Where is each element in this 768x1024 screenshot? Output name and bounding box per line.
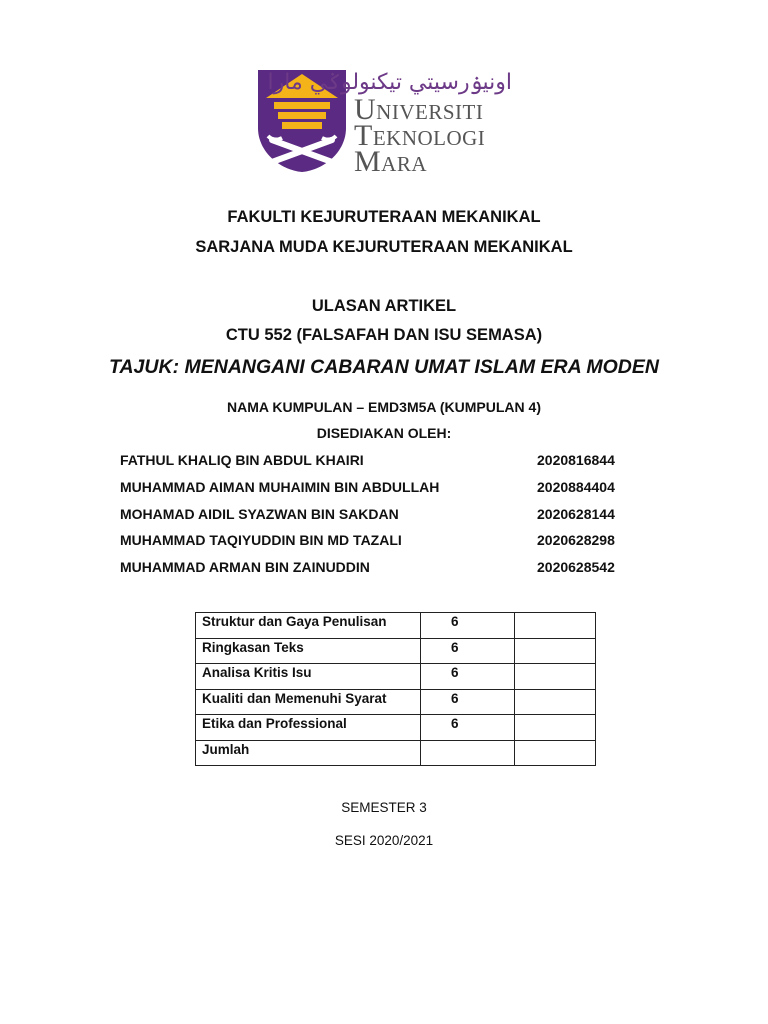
table-row bbox=[196, 689, 596, 715]
score-cell bbox=[515, 715, 596, 741]
member-name: MUHAMMAD AIMAN MUHAIMIN BIN ABDULLAH bbox=[120, 479, 440, 495]
max-mark-cell: 6 bbox=[421, 715, 515, 741]
member-name: MOHAMAD AIDIL SYAZWAN BIN SAKDAN bbox=[120, 506, 399, 522]
criterion-cell: Kualiti dan Memenuhi Syarat bbox=[196, 689, 421, 715]
member-name: FATHUL KHALIQ BIN ABDUL KHAIRI bbox=[120, 452, 364, 468]
program-heading: SARJANA MUDA KEJURUTERAAN MEKANIKAL bbox=[195, 238, 573, 256]
university-line-2: Teknologi bbox=[354, 119, 486, 152]
university-name bbox=[354, 93, 486, 178]
member-id: 2020628144 bbox=[537, 506, 615, 522]
max-mark-cell: 6 bbox=[421, 689, 515, 715]
criterion-cell: Ringkasan Teks bbox=[196, 638, 421, 664]
article-title: TAJUK: MENANGANI CABARAN UMAT ISLAM ERA MODEN bbox=[109, 356, 659, 378]
jawi-name: اونيۏرسيتي تيكنولوݢي مارا bbox=[267, 70, 512, 95]
total-label-cell: Jumlah bbox=[196, 740, 421, 766]
member-name: MUHAMMAD TAQIYUDDIN BIN MD TAZALI bbox=[120, 532, 402, 548]
table-row bbox=[196, 613, 596, 639]
score-cell bbox=[515, 740, 596, 766]
table-row bbox=[196, 664, 596, 690]
criterion-cell: Analisa Kritis Isu bbox=[196, 664, 421, 690]
member-id: 2020628298 bbox=[537, 532, 615, 548]
criterion-cell: Struktur dan Gaya Penulisan bbox=[196, 613, 421, 639]
max-mark-cell: 6 bbox=[421, 613, 515, 639]
max-mark-cell: 6 bbox=[421, 638, 515, 664]
member-id: 2020816844 bbox=[537, 452, 615, 468]
marks-table bbox=[195, 612, 596, 766]
course-heading: CTU 552 (FALSAFAH DAN ISU SEMASA) bbox=[225, 326, 543, 344]
table-row bbox=[196, 740, 596, 766]
uitm-logo bbox=[258, 70, 512, 178]
max-mark-cell bbox=[421, 740, 515, 766]
member-id: 2020628542 bbox=[537, 559, 615, 575]
group-name: NAMA KUMPULAN – EMD3M5A (KUMPULAN 4) bbox=[227, 399, 541, 415]
session-label: SESI 2020/2021 bbox=[334, 833, 434, 848]
semester-label: SEMESTER 3 bbox=[341, 800, 427, 815]
max-mark-cell: 6 bbox=[421, 664, 515, 690]
criterion-cell: Etika dan Professional bbox=[196, 715, 421, 741]
faculty-heading: FAKULTI KEJURUTERAAN MEKANIKAL bbox=[227, 208, 541, 226]
assignment-heading: ULASAN ARTIKEL bbox=[311, 297, 457, 315]
member-id: 2020884404 bbox=[537, 479, 615, 495]
score-cell bbox=[515, 689, 596, 715]
score-cell bbox=[515, 613, 596, 639]
university-line-3: Mara bbox=[354, 145, 428, 178]
prepared-by-label: DISEDIAKAN OLEH: bbox=[316, 425, 452, 441]
table-row bbox=[196, 638, 596, 664]
score-cell bbox=[515, 638, 596, 664]
score-cell bbox=[515, 664, 596, 690]
table-row bbox=[196, 715, 596, 741]
member-name: MUHAMMAD ARMAN BIN ZAINUDDIN bbox=[120, 559, 370, 575]
university-line-1: Universiti bbox=[354, 93, 484, 126]
